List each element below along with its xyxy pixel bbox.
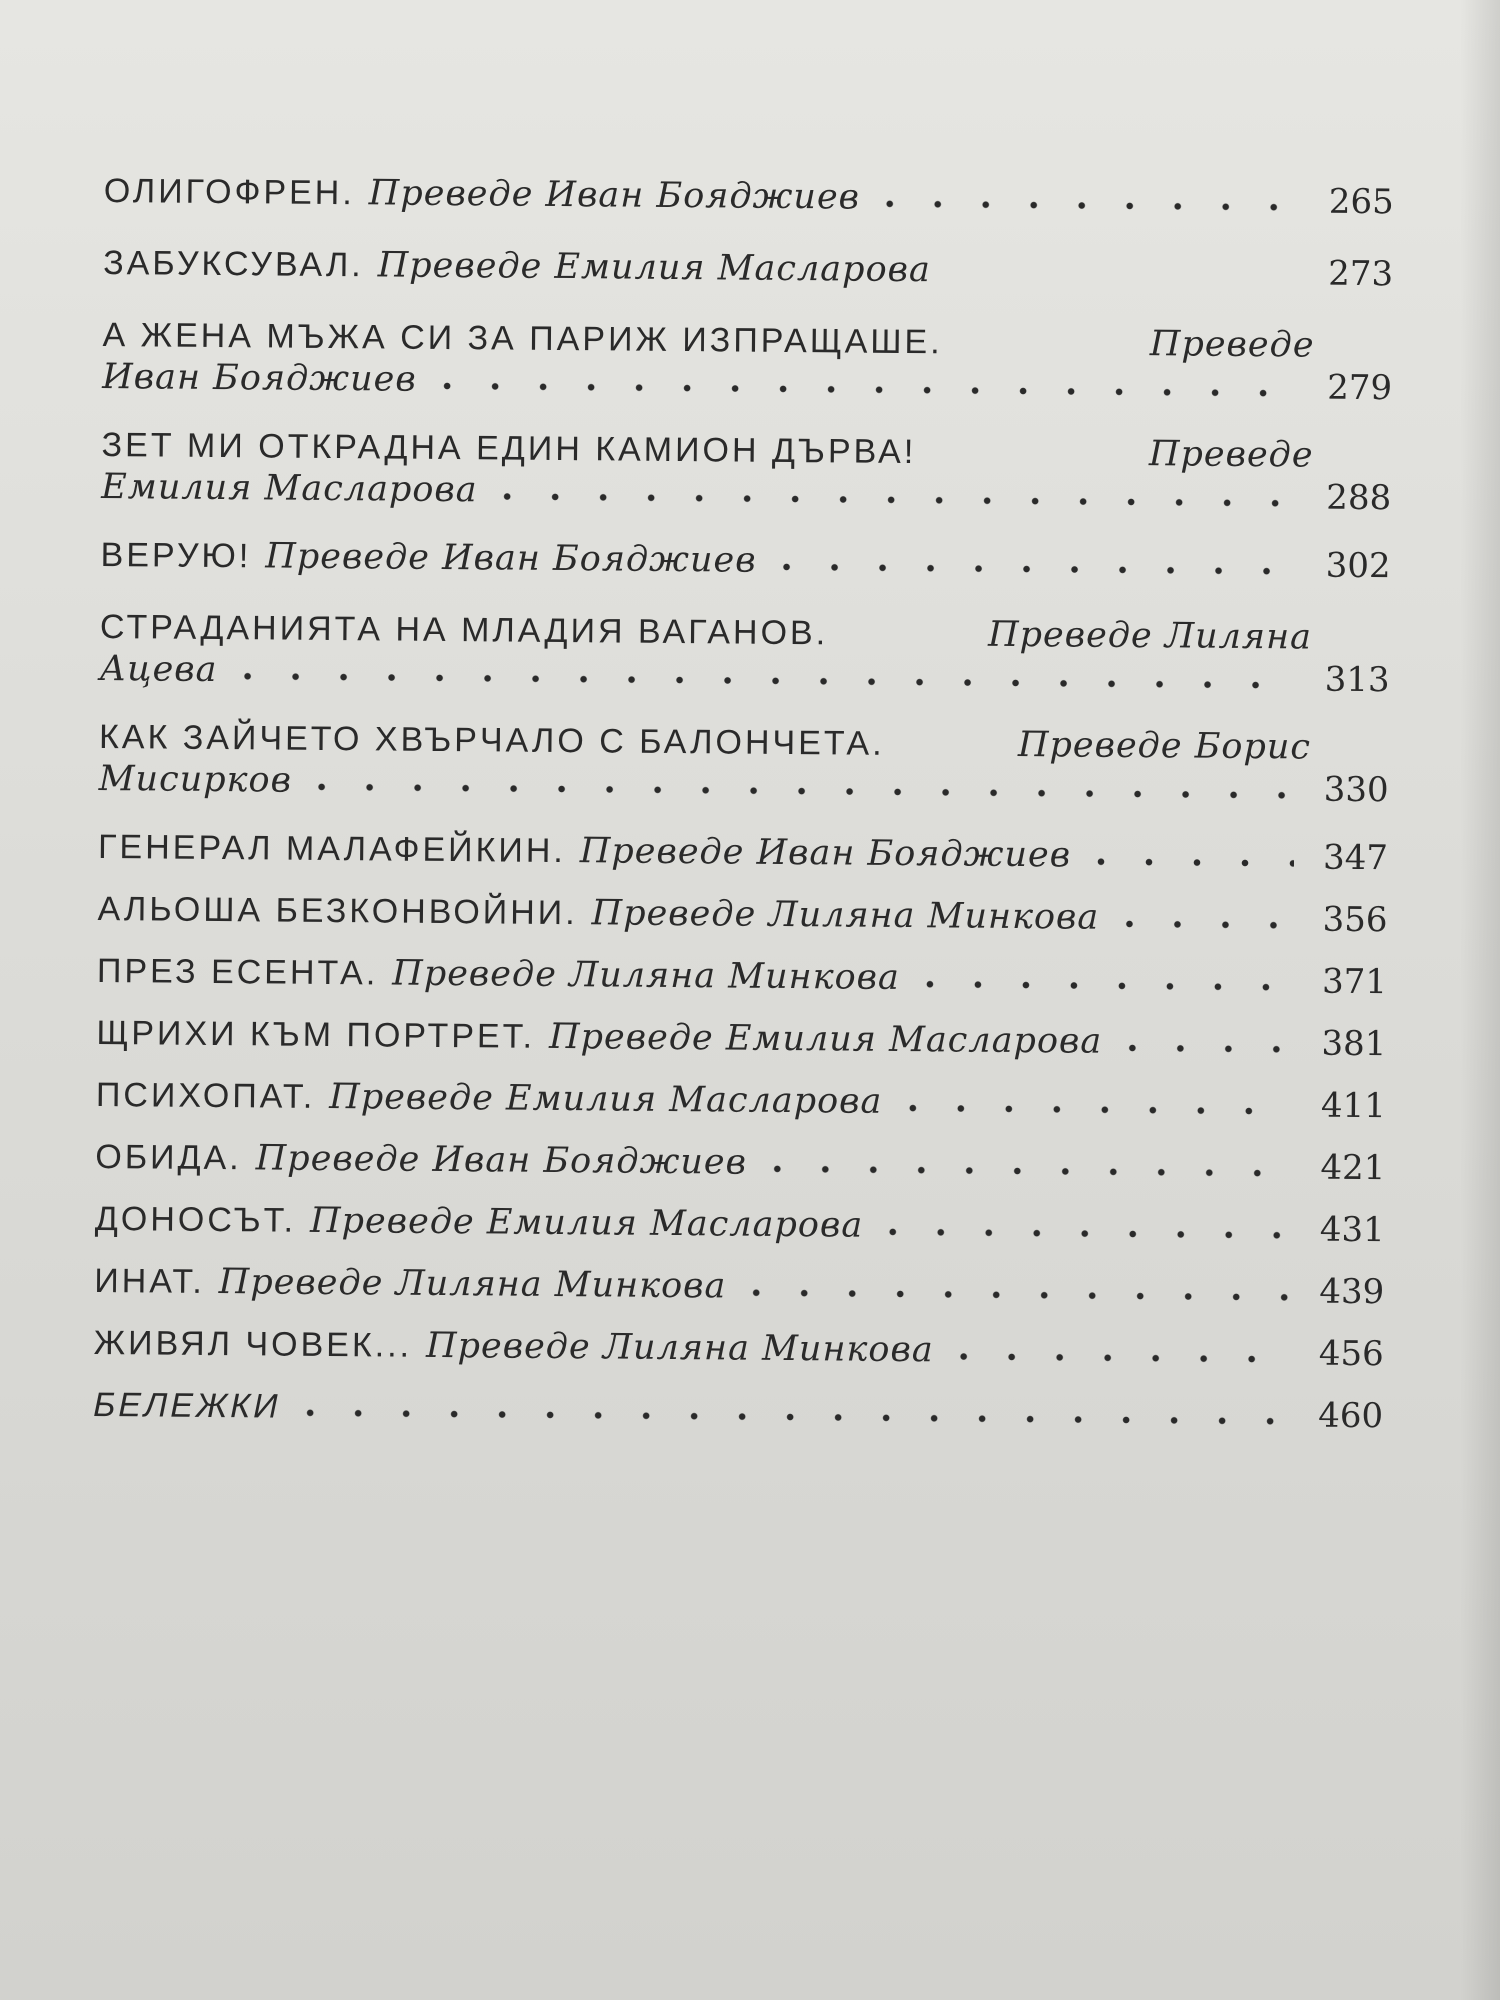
entry-translator-cont: Мисирков [98, 758, 293, 801]
page-number: 356 [1322, 899, 1388, 941]
dot-leader [504, 492, 1298, 507]
dot-leader [1097, 858, 1294, 868]
page-number: 313 [1324, 659, 1390, 701]
page-number: 411 [1320, 1085, 1387, 1127]
toc-entry [98, 826, 1388, 879]
toc-entry [94, 1322, 1384, 1375]
entry-title: БЕЛЕЖКИ [93, 1385, 281, 1426]
toc-entry [93, 1384, 1383, 1437]
dot-leader [908, 1104, 1292, 1115]
dot-leader [889, 1228, 1291, 1240]
entry-translator: Преведе Иван Бояджиев [368, 173, 861, 218]
entry-translator: Преведе Емилия Масларова [377, 245, 932, 291]
dot-leader [1128, 1044, 1292, 1053]
entry-translator: Преведе Емилия Масларова [309, 1200, 864, 1246]
toc-entry [97, 950, 1387, 1003]
page-number: 330 [1323, 769, 1389, 811]
entry-translator-cont: Иван Бояджиев [102, 356, 417, 400]
dot-leader [306, 1409, 1289, 1426]
entry-title: ДОНОСЪТ. [94, 1199, 297, 1240]
toc-entry [99, 716, 1390, 811]
dot-leader [752, 1289, 1290, 1302]
entry-title: А ЖЕНА МЪЖА СИ ЗА ПАРИЖ ИЗПРАЩАШЕ. [102, 315, 943, 362]
dot-leader [243, 672, 1295, 689]
entry-title: КАК ЗАЙЧЕТО ХВЪРЧАЛО С БАЛОНЧЕТА. [98, 717, 885, 763]
toc-entry [104, 170, 1394, 223]
toc-entry [97, 888, 1387, 941]
entry-translator: Преведе Лиляна Минкова [425, 1325, 934, 1371]
entry-translator: Преведе Лиляна Минкова [392, 953, 901, 998]
entry-title: ОБИДА. [95, 1137, 242, 1178]
entry-translator-cont: Емилия Масларова [101, 466, 478, 511]
dot-leader [773, 1165, 1291, 1178]
entry-title: ИНАТ. [94, 1261, 205, 1301]
page-number: 273 [1328, 253, 1394, 295]
entry-title: ПРЕЗ ЕСЕНТА. [96, 951, 379, 993]
toc-entry [102, 314, 1393, 409]
entry-title: ВЕРУЮ! [100, 535, 252, 576]
entry-title: ЩРИХИ КЪМ ПОРТРЕТ. [96, 1013, 536, 1056]
entry-translator: Преведе Лиляна Минкова [218, 1262, 727, 1307]
page-number: 456 [1318, 1333, 1384, 1375]
toc-entry [96, 1012, 1386, 1065]
dot-leader [926, 980, 1293, 991]
page-number: 288 [1326, 477, 1392, 519]
entry-translator: Преведе [1148, 434, 1314, 476]
entry-title: ЗАБУКСУВАЛ. [103, 243, 364, 285]
dot-leader [443, 382, 1299, 397]
entry-title: СТРАДАНИЯТА НА МЛАДИЯ ВАГАНОВ. [99, 607, 829, 653]
toc-entry [99, 606, 1390, 701]
page-number: 371 [1321, 961, 1388, 1003]
toc-entry [101, 424, 1392, 519]
entry-translator: Преведе [1149, 324, 1315, 366]
entry-translator: Преведе Лиляна [987, 614, 1313, 658]
entry-title: АЛЬОША БЕЗКОНВОЙНИ. [97, 889, 578, 933]
page-number: 431 [1319, 1209, 1385, 1251]
entry-title: ПСИХОПАТ. [95, 1075, 316, 1116]
toc-entry [94, 1260, 1384, 1313]
entry-translator: Преведе Иван Бояджиев [255, 1138, 748, 1183]
entry-title: ОЛИГОФРЕН. [103, 171, 355, 213]
page-number: 460 [1318, 1395, 1384, 1437]
dot-leader [960, 1353, 1290, 1364]
entry-title: ГЕНЕРАЛ МАЛАФЕЙКИН. [97, 827, 566, 871]
dot-leader [782, 563, 1296, 575]
page-number: 439 [1319, 1271, 1385, 1313]
page-number: 347 [1322, 837, 1389, 879]
page-number: 265 [1328, 181, 1394, 223]
toc-entry [96, 1074, 1386, 1127]
toc-entry [103, 242, 1393, 295]
page-number: 302 [1325, 545, 1391, 587]
dot-leader [1125, 920, 1293, 929]
toc-entry [100, 534, 1390, 587]
entry-title: ЖИВЯЛ ЧОВЕК... [93, 1323, 413, 1365]
entry-translator: Преведе Емилия Масларова [548, 1016, 1103, 1062]
entry-translator: Преведе Емилия Масларова [329, 1077, 883, 1122]
toc-entry [95, 1198, 1385, 1251]
page-number: 279 [1327, 367, 1393, 409]
entry-translator: Преведе Иван Бояджиев [579, 831, 1072, 876]
table-of-contents [93, 170, 1394, 1457]
page-number: 421 [1320, 1147, 1386, 1189]
dot-leader [318, 783, 1295, 800]
dot-leader [886, 200, 1300, 212]
entry-translator: Преведе Лиляна Минкова [591, 893, 1100, 938]
entry-title: ЗЕТ МИ ОТКРАДНА ЕДИН КАМИОН ДЪРВА! [101, 425, 917, 472]
toc-entry [95, 1136, 1385, 1189]
entry-translator: Преведе Иван Бояджиев [265, 536, 757, 581]
page-number: 381 [1321, 1023, 1387, 1065]
entry-translator: Преведе Борис [1017, 724, 1312, 768]
entry-translator-cont: Ацева [99, 648, 218, 691]
